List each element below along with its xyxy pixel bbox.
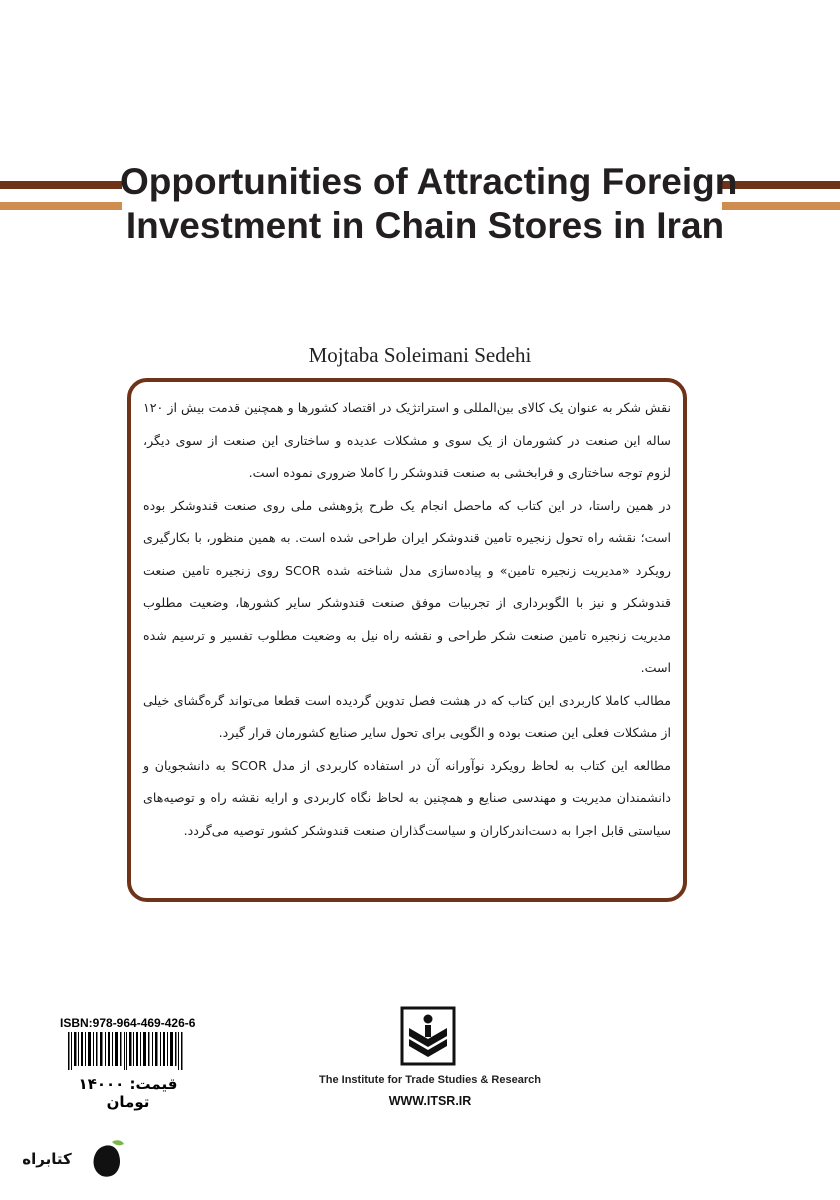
book-title-line-1: Opportunities of Attracting Foreign	[120, 161, 738, 202]
itsr-logo-icon	[400, 1006, 456, 1066]
barcode-icon	[60, 1032, 192, 1076]
right-stripe-dark	[722, 181, 840, 189]
abstract-box	[127, 378, 687, 902]
watermark-text: کتابراه	[22, 1150, 72, 1168]
author-name: Mojtaba Soleimani Sedehi	[308, 343, 532, 367]
abstract-paragraph-3: مطالب کاملا کاربردی این کتاب که در هشت فصل تدوین گردیده است قطعا می‌تواند گره‌گشای خیلی از مشکلات فعلی این صنعت بوده و الگویی برای تحول سایر صنایع کشورمان قرار گیرد.	[143, 692, 671, 740]
book-title	[120, 160, 738, 248]
publisher-website: WWW.ITSR.IR	[388, 1094, 472, 1108]
left-stripe-light	[0, 202, 122, 210]
institute-name: The Institute for Trade Studies & Research	[319, 1074, 541, 1086]
isbn-label: ISBN:978-964-469-426-6	[60, 1016, 196, 1030]
abstract-paragraph-2: در همین راستا، در این کتاب که ماحصل انجام یک طرح پژوهشی ملی روی صنعت قندوشکر بوده است؛ نقشه راه تحول زنجیره تامین قندوشکر ایران طراحی شده است. به همین منظور، با بکارگیری رویکرد «مدیریت زنجیره تامین» و پیاده‌سازی مدل شناخته شده SCOR روی زنجیره تامین صنعت قندوشکر و نیز با الگوبرداری از تجربیات موفق صنعت قندوشکر سایر کشورها، وضعیت مطلوب مدیریت زنجیره تامین صنعت شکر طراحی و نقشه راه نیل به وضعیت مطلوب تفسیر و ترسیم شده است.	[143, 497, 671, 675]
left-stripe-dark	[0, 181, 122, 189]
book-title-line-2: Investment in Chain Stores in Iran	[125, 205, 725, 246]
price-label: قیمت: ۱۴۰۰۰ تومان	[78, 1075, 178, 1111]
right-stripe-light	[722, 202, 840, 210]
abstract-paragraph-1: نقش شکر به عنوان یک کالای بین‌المللی و استراتژیک در اقتصاد کشورها و همچنین قدمت بیش از ۱۲۰ ساله این صنعت در کشورمان از یک سوی و مشکلات عدیده و ساختاری این صنعت از سوی دیگر، لزوم توجه ساختاری و فرابخشی به صنعت قندوشکر را کاملا ضروری نموده است.	[143, 400, 671, 480]
abstract-paragraph-4: مطالعه این کتاب به لحاظ رویکرد نوآورانه آن در استفاده کاربردی از مدل SCOR به دانشجویان و دانشمندان مدیریت و مهندسی صنایع و همچنین به لحاظ نگاه کاربردی و ارایه نقشه راه و توصیه‌های سیاستی قابل اجرا به دست‌اندرکاران و سیاست‌گذاران صنعت قندوشکر کشور توصیه می‌گردد.	[143, 757, 672, 838]
